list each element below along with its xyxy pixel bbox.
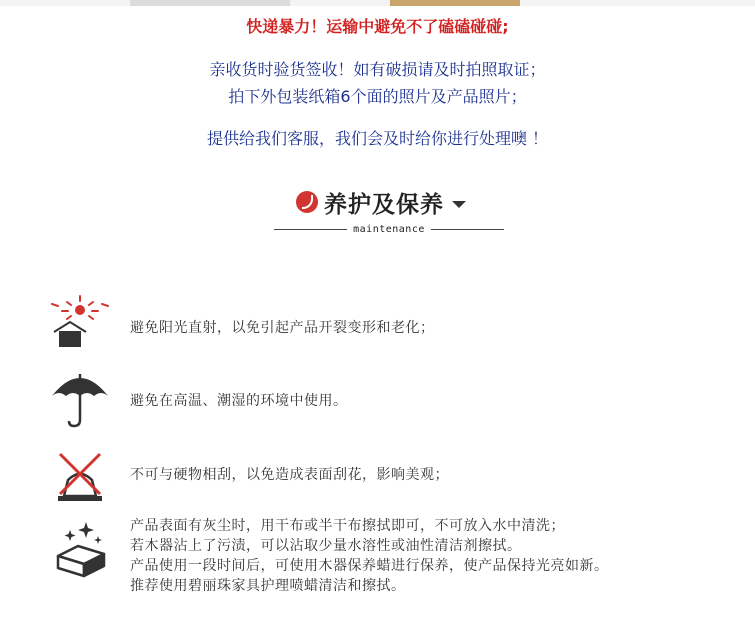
cleaning-line-3: 产品使用一段时间后，可使用木器保养蜡进行保养，使产品保持光亮如新。: [130, 558, 609, 574]
cleaning-line-1: 产品表面有灰尘时，用干布或半干布擦拭即可，不可放入水中清洗；: [130, 518, 565, 534]
notice-line-2: 拍下外包装纸箱6个面的照片及产品照片；: [228, 87, 527, 106]
care-text-scratch: 不可与硬物相刮，以免造成表面刮花，影响美观；: [130, 467, 449, 483]
care-text-cleaning: [130, 516, 609, 596]
section-subtitle: [274, 222, 504, 236]
top-image-strip: [0, 0, 755, 6]
shipping-warning: 快递暴力！运输中避免不了磕磕碰碰;: [246, 17, 509, 36]
cleaning-line-4: 推荐使用碧丽珠家具护理喷蜡清洁和擦拭。: [130, 578, 406, 594]
strip-tan-block: [390, 0, 520, 6]
section-title-text: 养护及保养: [324, 191, 444, 218]
section-title: [296, 186, 466, 218]
caret-down-icon: [452, 201, 466, 208]
care-text-sun: 避免阳光直射，以免引起产品开裂变形和老化；: [130, 320, 435, 336]
subtitle-rule-right: [431, 229, 504, 230]
no-scratch-icon: [48, 446, 112, 510]
sparkle-box-icon: [48, 518, 112, 582]
subtitle-rule-left: [274, 229, 347, 230]
care-text-humidity: 避免在高温、潮湿的环境中使用。: [130, 393, 348, 409]
cleaning-line-2: 若木器沾上了污渍，可以沾取少量水溶性或油性清洁剂擦拭。: [130, 538, 522, 554]
umbrella-icon: [48, 366, 112, 430]
strip-gray-block: [130, 0, 290, 6]
notice-line-1: 亲收货时验货签收！如有破损请及时拍照取证；: [209, 60, 546, 79]
sun-house-icon: [48, 292, 112, 356]
notice-line-3: 提供给我们客服，我们会及时给你进行处理噢 ！: [206, 129, 549, 148]
section-subtitle-text: maintenance: [353, 223, 425, 235]
leaf-badge-icon: [296, 191, 318, 213]
